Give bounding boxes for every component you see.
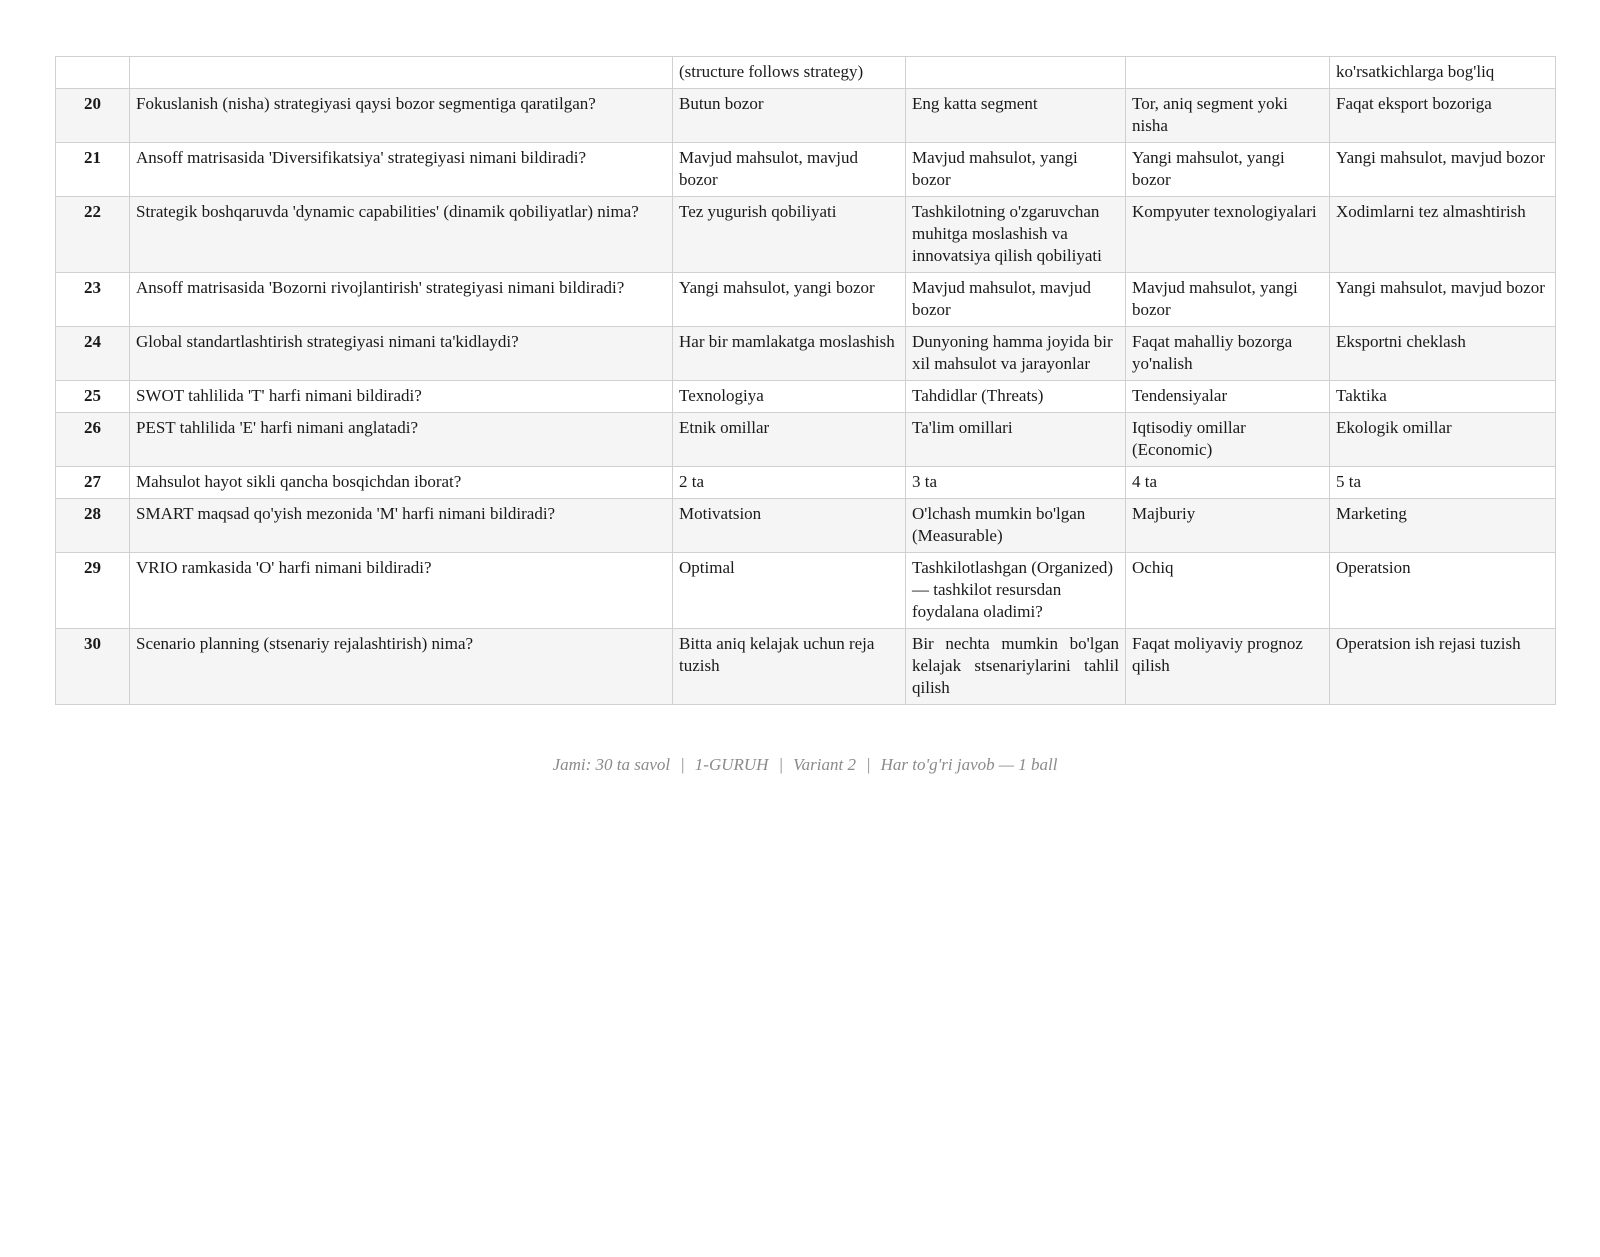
option-c: Tor, aniq segment yoki nisha (1126, 89, 1330, 143)
option-a: Butun bozor (673, 89, 906, 143)
option-b: Tahdidlar (Threats) (906, 381, 1126, 413)
option-d: 5 ta (1330, 467, 1556, 499)
question-text: Scenario planning (stsenariy rejalashtirish) nima? (130, 629, 673, 705)
option-d: Marketing (1330, 499, 1556, 553)
question-text: Global standartlashtirish strategiyasi nimani ta'kidlaydi? (130, 327, 673, 381)
question-number: 29 (56, 553, 130, 629)
question-text: VRIO ramkasida 'O' harfi nimani bildiradi? (130, 553, 673, 629)
footer-group: 1-GURUH (694, 755, 769, 774)
option-b: Bir nechta mumkin bo'lgan kelajak stsenariylarini tahlil qilish (906, 629, 1126, 705)
option-c: Mavjud mahsulot, yangi bozor (1126, 273, 1330, 327)
question-number: 28 (56, 499, 130, 553)
option-a: Mavjud mahsulot, mavjud bozor (673, 143, 906, 197)
table-row (56, 381, 1556, 413)
footer-total: Jami: 30 ta savol (552, 755, 671, 774)
table-row (56, 467, 1556, 499)
footer-separator: | (778, 755, 784, 774)
option-c: 4 ta (1126, 467, 1330, 499)
quiz-page (55, 56, 1555, 705)
table-row (56, 413, 1556, 467)
option-d: ko'rsatkichlarga bog'liq (1330, 57, 1556, 89)
question-number: 25 (56, 381, 130, 413)
table-row (56, 553, 1556, 629)
option-c: Faqat moliyaviy prognoz qilish (1126, 629, 1330, 705)
option-b: Ta'lim omillari (906, 413, 1126, 467)
question-number: 24 (56, 327, 130, 381)
option-c: Iqtisodiy omillar (Economic) (1126, 413, 1330, 467)
table-row (56, 629, 1556, 705)
option-d: Operatsion (1330, 553, 1556, 629)
question-number: 21 (56, 143, 130, 197)
question-text (130, 57, 673, 89)
option-a: Tez yugurish qobiliyati (673, 197, 906, 273)
table-row (56, 143, 1556, 197)
table-row (56, 273, 1556, 327)
option-b: Tashkilotning o'zgaruvchan muhitga moslashish va innovatsiya qilish qobiliyati (906, 197, 1126, 273)
option-a: Bitta aniq kelajak uchun reja tuzish (673, 629, 906, 705)
option-c (1126, 57, 1330, 89)
option-a: Yangi mahsulot, yangi bozor (673, 273, 906, 327)
table-row (56, 499, 1556, 553)
table-row (56, 57, 1556, 89)
footer-variant: Variant 2 (793, 755, 856, 774)
question-number: 30 (56, 629, 130, 705)
quiz-table (55, 56, 1556, 705)
question-text: Ansoff matrisasida 'Bozorni rivojlantirish' strategiyasi nimani bildiradi? (130, 273, 673, 327)
option-a: Har bir mamlakatga moslashish (673, 327, 906, 381)
footer-separator: | (680, 755, 685, 774)
option-c: Faqat mahalliy bozorga yo'nalish (1126, 327, 1330, 381)
question-number: 20 (56, 89, 130, 143)
option-a: Etnik omillar (673, 413, 906, 467)
table-row (56, 327, 1556, 381)
question-text: PEST tahlilida 'E' harfi nimani anglatadi? (130, 413, 673, 467)
question-text: Fokuslanish (nisha) strategiyasi qaysi bozor segmentiga qaratilgan? (130, 89, 673, 143)
option-b: Eng katta segment (906, 89, 1126, 143)
question-text: Strategik boshqaruvda 'dynamic capabilities' (dinamik qobiliyatlar) nima? (130, 197, 673, 273)
option-d: Eksportni cheklash (1330, 327, 1556, 381)
option-d: Faqat eksport bozoriga (1330, 89, 1556, 143)
option-d: Ekologik omillar (1330, 413, 1556, 467)
option-c: Majburiy (1126, 499, 1330, 553)
option-a: (structure follows strategy) (673, 57, 906, 89)
option-b: O'lchash mumkin bo'lgan (Measurable) (906, 499, 1126, 553)
question-text: SWOT tahlilida 'T' harfi nimani bildiradi? (130, 381, 673, 413)
option-b (906, 57, 1126, 89)
option-d: Operatsion ish rejasi tuzish (1330, 629, 1556, 705)
option-d: Yangi mahsulot, mavjud bozor (1330, 273, 1556, 327)
option-d: Xodimlarni tez almashtirish (1330, 197, 1556, 273)
question-number: 22 (56, 197, 130, 273)
option-c: Ochiq (1126, 553, 1330, 629)
option-b: Tashkilotlashgan (Organized) — tashkilot resursdan foydalana oladimi? (906, 553, 1126, 629)
option-a: Optimal (673, 553, 906, 629)
page-footer (55, 755, 1555, 775)
option-a: Texnologiya (673, 381, 906, 413)
option-a: 2 ta (673, 467, 906, 499)
option-d: Taktika (1330, 381, 1556, 413)
question-number: 27 (56, 467, 130, 499)
question-number: 23 (56, 273, 130, 327)
footer-separator: | (865, 755, 871, 774)
option-c: Tendensiyalar (1126, 381, 1330, 413)
option-b: Mavjud mahsulot, yangi bozor (906, 143, 1126, 197)
option-b: Mavjud mahsulot, mavjud bozor (906, 273, 1126, 327)
table-row (56, 197, 1556, 273)
table-row (56, 89, 1556, 143)
option-b: Dunyoning hamma joyida bir xil mahsulot va jarayonlar (906, 327, 1126, 381)
question-text: SMART maqsad qo'yish mezonida 'M' harfi nimani bildiradi? (130, 499, 673, 553)
question-number (56, 57, 130, 89)
footer-score: Har to'g'ri javob — 1 ball (880, 755, 1058, 774)
option-c: Kompyuter texnologiyalari (1126, 197, 1330, 273)
question-number: 26 (56, 413, 130, 467)
option-d: Yangi mahsulot, mavjud bozor (1330, 143, 1556, 197)
question-text: Ansoff matrisasida 'Diversifikatsiya' strategiyasi nimani bildiradi? (130, 143, 673, 197)
question-text: Mahsulot hayot sikli qancha bosqichdan iborat? (130, 467, 673, 499)
option-c: Yangi mahsulot, yangi bozor (1126, 143, 1330, 197)
option-a: Motivatsion (673, 499, 906, 553)
option-b: 3 ta (906, 467, 1126, 499)
